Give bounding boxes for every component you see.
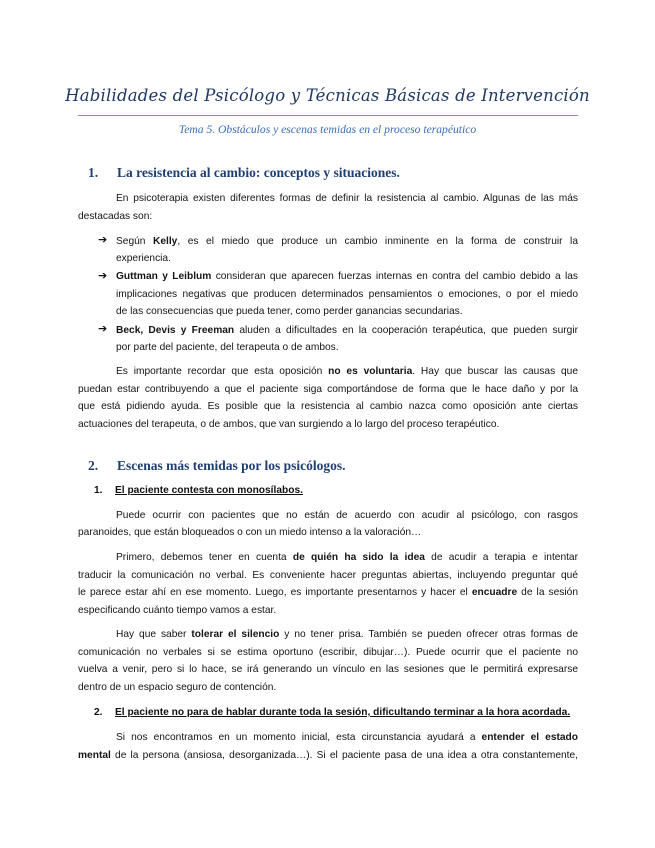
- paragraph-line: Si nos encontramos en un momento inicial, esta circunstancia ayudará a entender el estado: [116, 732, 578, 743]
- paragraph-line: vuelva a venir, pero si lo hace, se irá generando un vínculo en las sesiones que le permitirá expresarse: [78, 664, 578, 675]
- subsection-2-heading: 2. El paciente no para de hablar durante toda la sesión, dificultando terminar a la hora acordada.: [94, 707, 571, 718]
- arrow-bullet-icon: ➔: [98, 270, 108, 282]
- bullet-line: de las consecuencias que pueda tener, como perder ganancias secundarias.: [116, 306, 463, 317]
- paragraph-line: traducir la comunicación no verbal. Es conveniente hacer preguntas abiertas, incluyendo preguntar qué: [78, 570, 578, 581]
- paragraph-line: que está pidiendo ayuda. Es posible que la resistencia al cambio nazca como oposición ante ciertas: [78, 401, 578, 412]
- bullet-line: por parte del paciente, del terapeuta o de ambos.: [116, 342, 339, 353]
- document-subtitle: Tema 5. Obstáculos y escenas temidas en el proceso terapéutico: [178, 123, 477, 136]
- paragraph-line: En psicoterapia existen diferentes formas de definir la resistencia al cambio. Algunas de las más: [116, 193, 578, 204]
- paragraph-line: puedan estar contribuyendo a que el paciente siga comportándose de forma que le hace daño y por la: [78, 384, 578, 395]
- document-title: Habilidades del Psicólogo y Técnicas Básicas de Intervención: [65, 86, 590, 105]
- paragraph-line: Puede ocurrir con pacientes que no están de acuerdo con acudir al psicólogo, con rasgos: [116, 510, 578, 521]
- paragraph-line: Es importante recordar que esta oposición no es voluntaria. Hay que buscar las causas que: [116, 366, 579, 377]
- section-title: Escenas más temidas por los psicólogos.: [117, 458, 346, 473]
- subsection-1-heading: 1. El paciente contesta con monosílabos.: [94, 485, 303, 496]
- paragraph-line: comunicación no verbales si se estima oportuno (escribir, dibujar…). Puede ocurrir que el paciente no: [78, 647, 578, 658]
- arrow-bullet-icon: ➔: [98, 234, 108, 246]
- paragraph-line: le parece estar ahí en ese momento. Luego, es importante presentarnos y hacer el encuadre de la sesión: [78, 587, 578, 598]
- paragraph-line: Hay que saber tolerar el silencio y no tener prisa. También se pueden ofrecer otras formas de: [116, 629, 578, 640]
- arrow-bullet-icon: ➔: [98, 323, 108, 335]
- paragraph-line: Primero, debemos tener en cuenta de quién ha sido la idea de acudir a terapia e intentar: [116, 552, 578, 563]
- bullet-line: Beck, Devis y Freeman aluden a dificultades en la cooperación terapéutica, que pueden surgir: [116, 325, 578, 336]
- bullet-line: Guttman y Leiblum consideran que aparecen fuerzas internas en contra del cambio debido a las: [116, 271, 578, 282]
- section-title: La resistencia al cambio: conceptos y situaciones.: [117, 165, 400, 180]
- paragraph-line: dentro de un espacio seguro de contención.: [78, 682, 277, 693]
- bullet-line: experiencia.: [116, 253, 171, 264]
- bullet-line: implicaciones negativas que producen determinados pensamientos o emociones, o por el miedo: [116, 289, 578, 300]
- paragraph-line: destacadas son:: [78, 211, 153, 222]
- section-number: 1.: [88, 165, 99, 180]
- title-rule: [78, 115, 578, 116]
- bullet-line: Según Kelly, es el miedo que produce un cambio inminente en la forma de construir la: [116, 236, 578, 247]
- paragraph-line: mental de la persona (ansiosa, desorganizada…). Si el paciente pasa de una idea a otra constantemente,: [78, 750, 578, 761]
- section-number: 2.: [88, 458, 99, 473]
- paragraph-line: especificando cuánto tiempo vamos a estar.: [78, 605, 277, 616]
- paragraph-line: paranoides, que están bloqueados o con un miedo intenso a la valoración…: [78, 527, 422, 538]
- paragraph-line: actuaciones del terapeuta, o de ambos, que van surgiendo a lo largo del proceso terapéutico.: [78, 419, 500, 430]
